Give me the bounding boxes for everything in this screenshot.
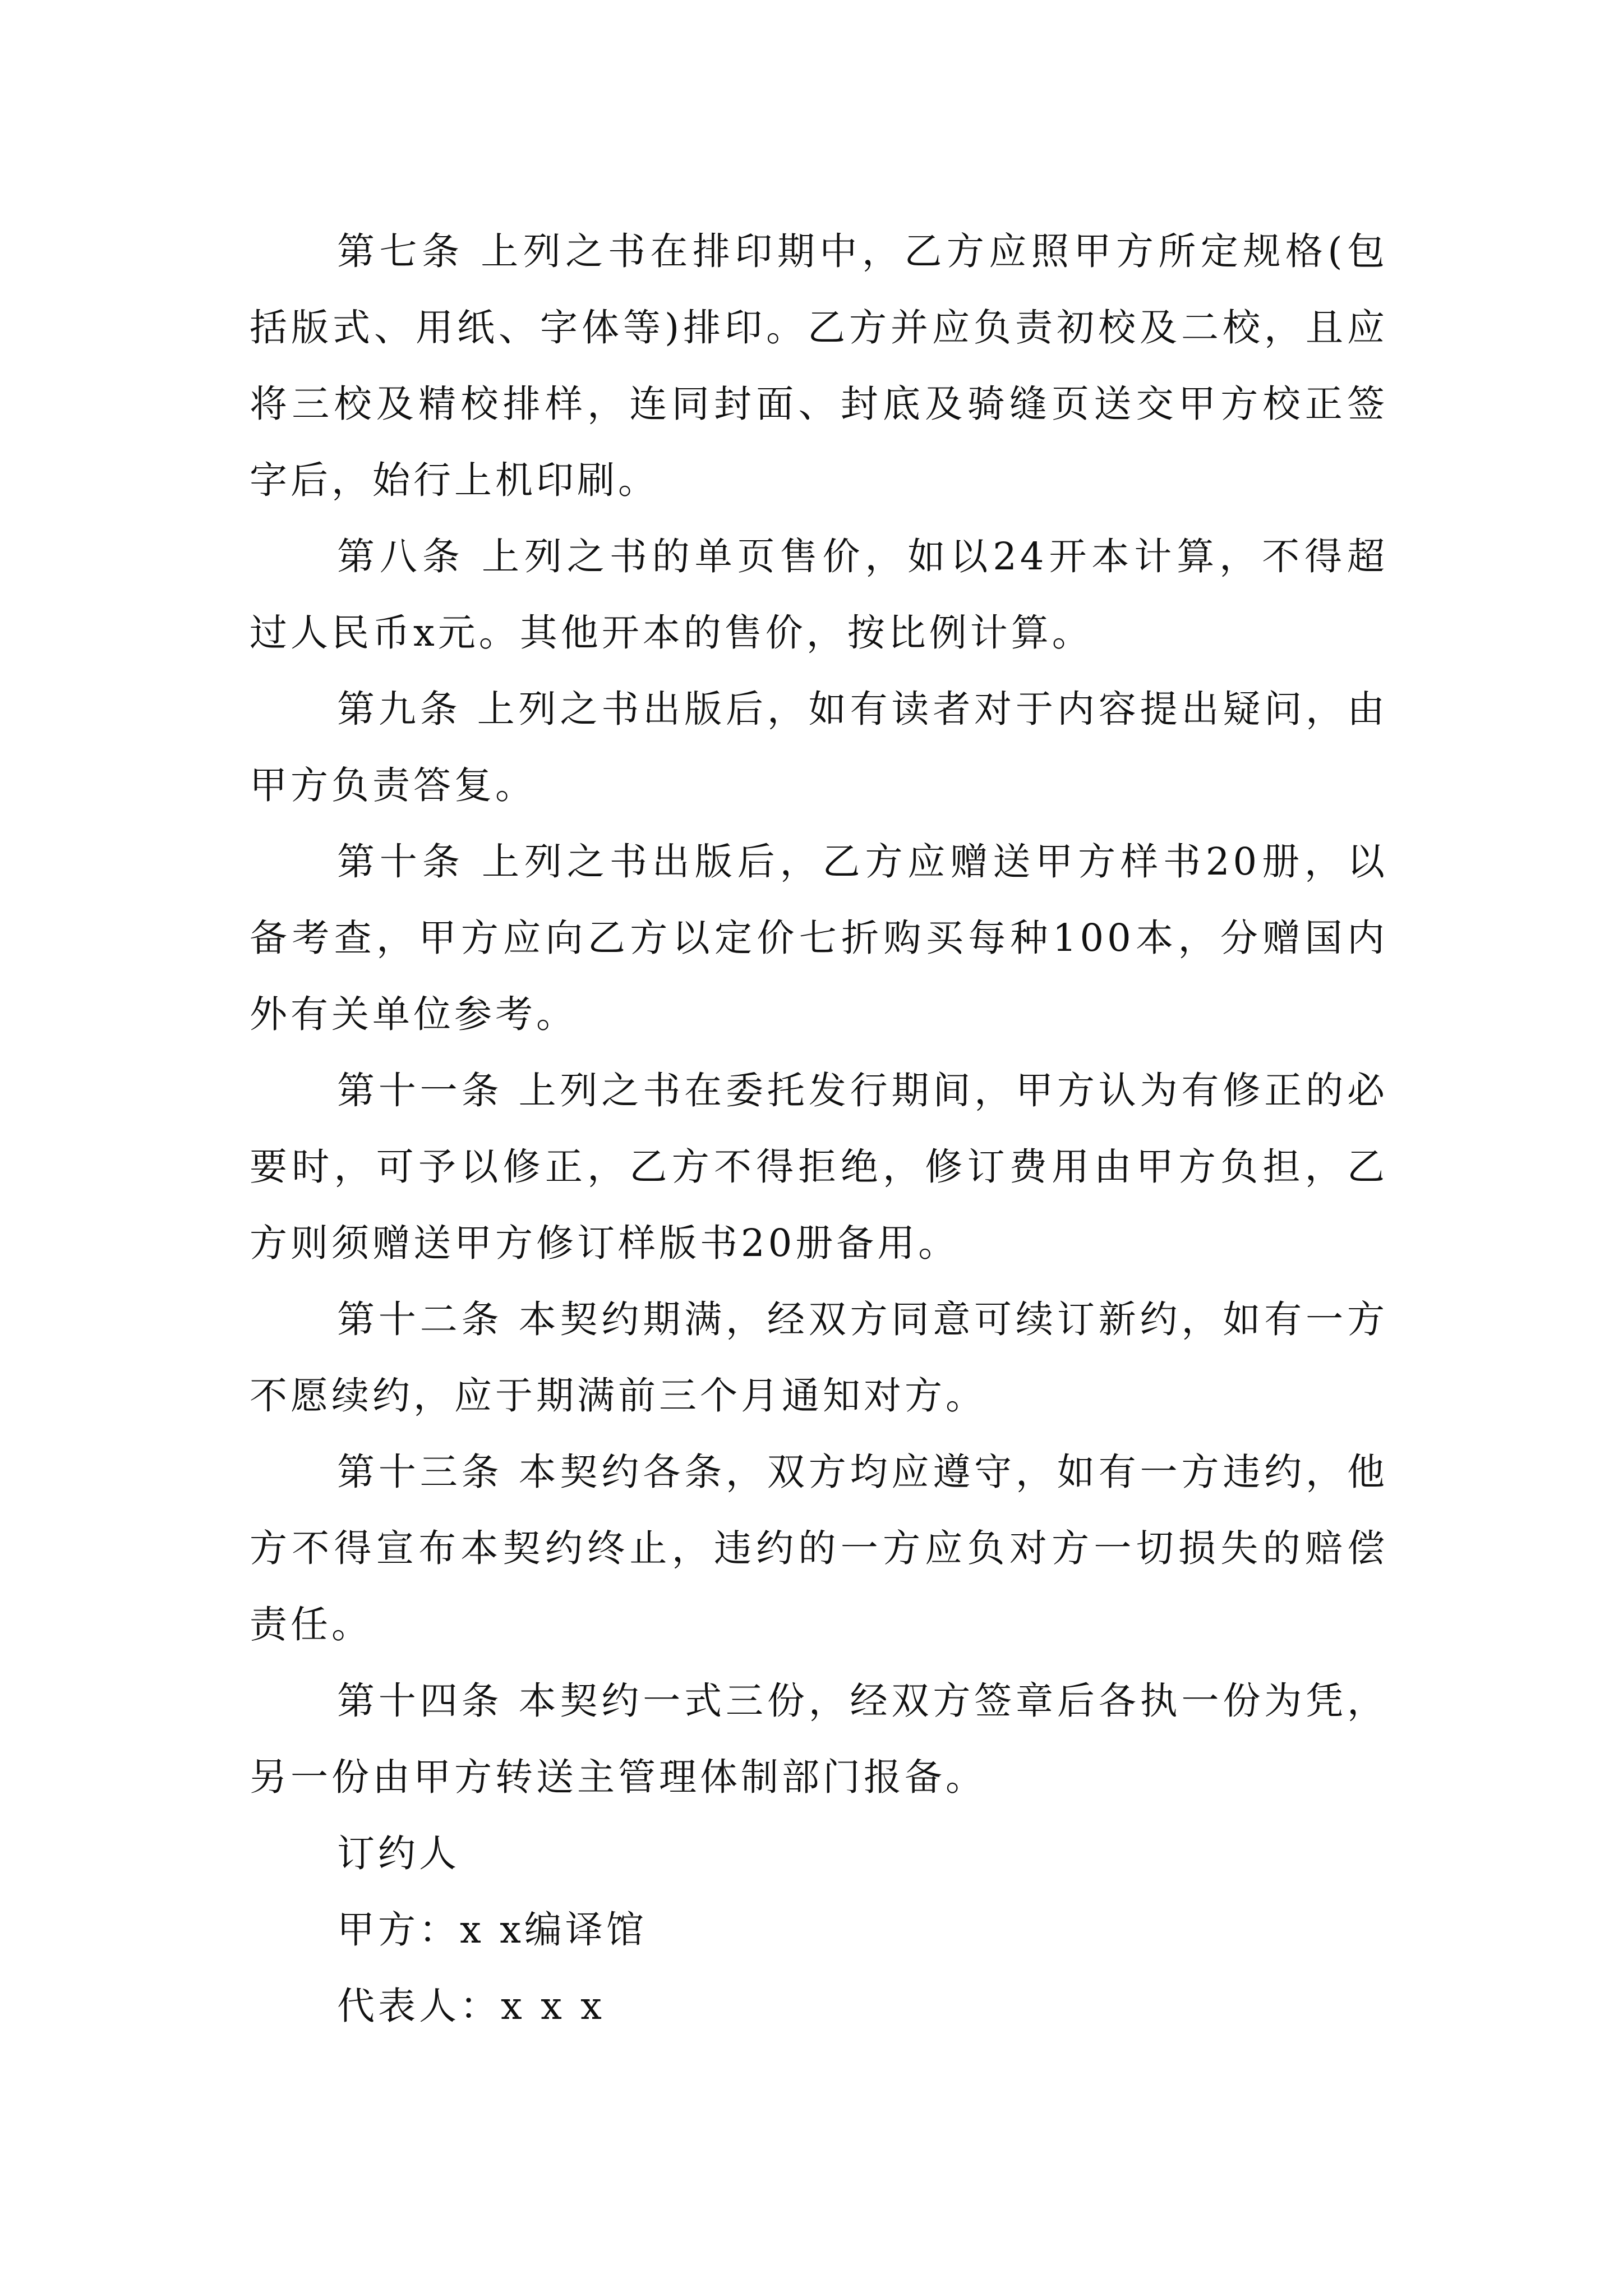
- article-11: 第十一条 上列之书在委托发行期间，甲方认为有修正的必要时，可予以修正，乙方不得拒绝，修订费用由甲方负担，乙方则须赠送甲方修订样版书20册备用。: [250, 1069, 1388, 1265]
- article-10: 第十条 上列之书出版后，乙方应赠送甲方样书20册，以备考查，甲方应向乙方以定价七折购买每种100本，分赠国内外有关单位参考。: [250, 840, 1388, 1036]
- article-9: 第九条 上列之书出版后，如有读者对于内容提出疑问，由甲方负责答复。: [250, 687, 1388, 807]
- signatory-heading: 订约人: [337, 1832, 460, 1875]
- article-13: 第十三条 本契约各条，双方均应遵守，如有一方违约，他方不得宣布本契约终止，违约的一方应负对方一切损失的赔偿责任。: [250, 1450, 1388, 1646]
- article-7: 第七条 上列之书在排印期中，乙方应照甲方所定规格(包括版式、用纸、字体等)排印。乙方并应负责初校及二校，且应将三校及精校排样，连同封面、封底及骑缝页送交甲方校正签字后，始行上机印刷。: [250, 229, 1388, 502]
- article-8: 第八条 上列之书的单页售价，如以24开本计算，不得超过人民币x元。其他开本的售价，按比例计算。: [250, 535, 1388, 655]
- party-a-line: 甲方：x x编译馆: [337, 1908, 647, 1952]
- article-14: 第十四条 本契约一式三份，经双方签章后各执一份为凭，另一份由甲方转送主管理体制部门报备。: [250, 1679, 1388, 1799]
- document-body: [250, 213, 1388, 2044]
- representative-line: 代表人：x x x: [337, 1984, 605, 2028]
- article-12: 第十二条 本契约期满，经双方同意可续订新约，如有一方不愿续约，应于期满前三个月通知对方。: [250, 1297, 1388, 1418]
